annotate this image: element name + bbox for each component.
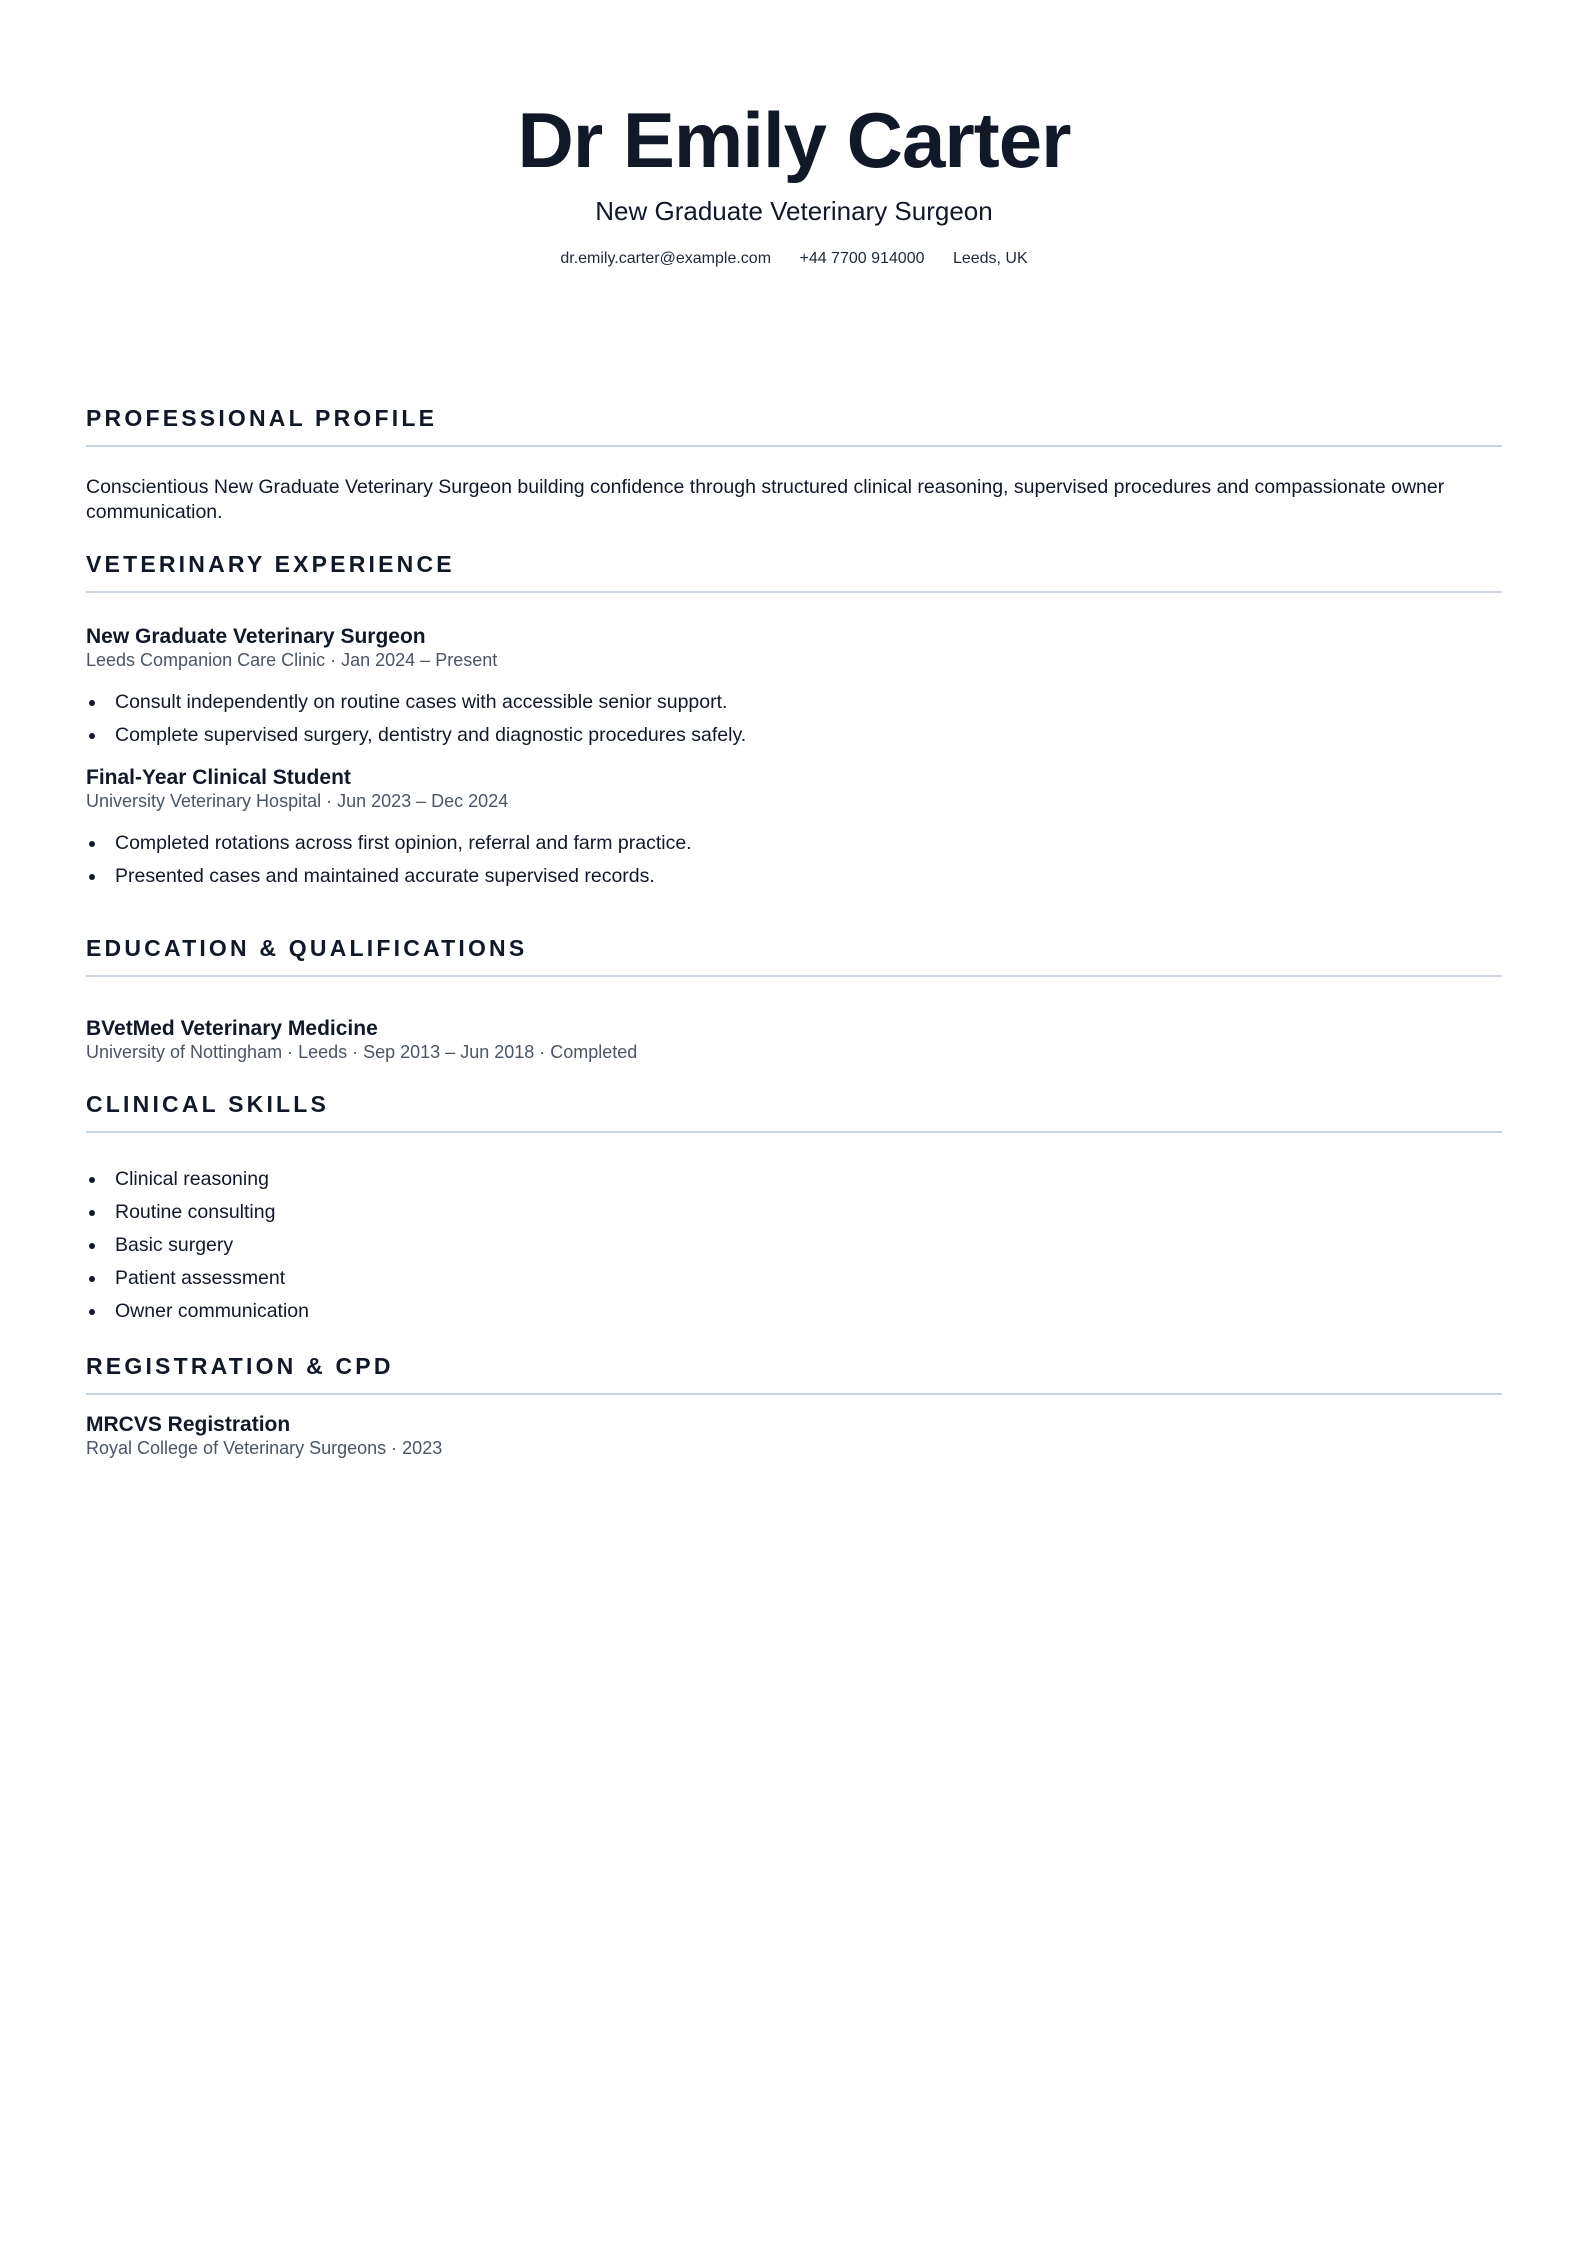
list-item: Owner communication [86, 1295, 1502, 1328]
section-education [86, 933, 1502, 1063]
experience-role: New Graduate Veterinary Surgeon [86, 625, 426, 648]
section-profile [86, 403, 1502, 525]
section-heading-skills: CLINICAL SKILLS [86, 1091, 330, 1117]
section-heading-education: EDUCATION & QUALIFICATIONS [86, 935, 528, 961]
skills-list [86, 1163, 1502, 1328]
registration-entry [86, 1413, 1502, 1459]
section-skills [86, 1089, 1502, 1328]
section-divider [86, 1393, 1502, 1395]
list-item: Completed rotations across first opinion, referral and farm practice. [86, 827, 1502, 860]
section-divider [86, 975, 1502, 977]
section-heading-experience: VETERINARY EXPERIENCE [86, 551, 455, 577]
list-item: Clinical reasoning [86, 1163, 1502, 1196]
contact-line [0, 248, 1588, 270]
resume-header [0, 92, 1588, 270]
contact-email[interactable]: dr.emily.carter@example.com [560, 250, 772, 267]
section-divider [86, 591, 1502, 593]
experience-entry [86, 766, 1502, 893]
list-item: Presented cases and maintained accurate supervised records. [86, 860, 1502, 893]
contact-location: Leeds, UK [952, 250, 1028, 267]
experience-bullets [86, 827, 1502, 893]
registration-meta: Royal College of Veterinary Surgeons · 2023 [86, 1438, 443, 1458]
experience-role: Final-Year Clinical Student [86, 766, 351, 789]
section-heading-profile: PROFESSIONAL PROFILE [86, 405, 438, 431]
education-degree: BVetMed Veterinary Medicine [86, 1017, 378, 1040]
section-divider [86, 445, 1502, 447]
education-meta: University of Nottingham · Leeds · Sep 2013 – Jun 2018 · Completed [86, 1042, 638, 1062]
section-registration [86, 1351, 1502, 1459]
list-item: Complete supervised surgery, dentistry and diagnostic procedures safely. [86, 719, 1502, 752]
candidate-name: Dr Emily Carter [517, 96, 1071, 184]
contact-phone[interactable]: +44 7700 914000 [799, 250, 925, 267]
education-entry [86, 1017, 1502, 1063]
list-item: Routine consulting [86, 1196, 1502, 1229]
section-experience [86, 549, 1502, 893]
candidate-title: New Graduate Veterinary Surgeon [595, 196, 993, 226]
list-item: Patient assessment [86, 1262, 1502, 1295]
section-heading-registration: REGISTRATION & CPD [86, 1353, 394, 1379]
registration-name: MRCVS Registration [86, 1413, 291, 1436]
experience-bullets [86, 686, 1502, 752]
section-divider [86, 1131, 1502, 1133]
list-item: Basic surgery [86, 1229, 1502, 1262]
experience-meta: Leeds Companion Care Clinic · Jan 2024 – Present [86, 650, 498, 670]
experience-entry [86, 625, 1502, 752]
experience-meta: University Veterinary Hospital · Jun 2023 – Dec 2024 [86, 791, 509, 811]
profile-summary: Conscientious New Graduate Veterinary Surgeon building confidence through structured clinical reasoning, supervised procedures and compassionate owner communication. [86, 476, 1445, 523]
list-item: Consult independently on routine cases with accessible senior support. [86, 686, 1502, 719]
